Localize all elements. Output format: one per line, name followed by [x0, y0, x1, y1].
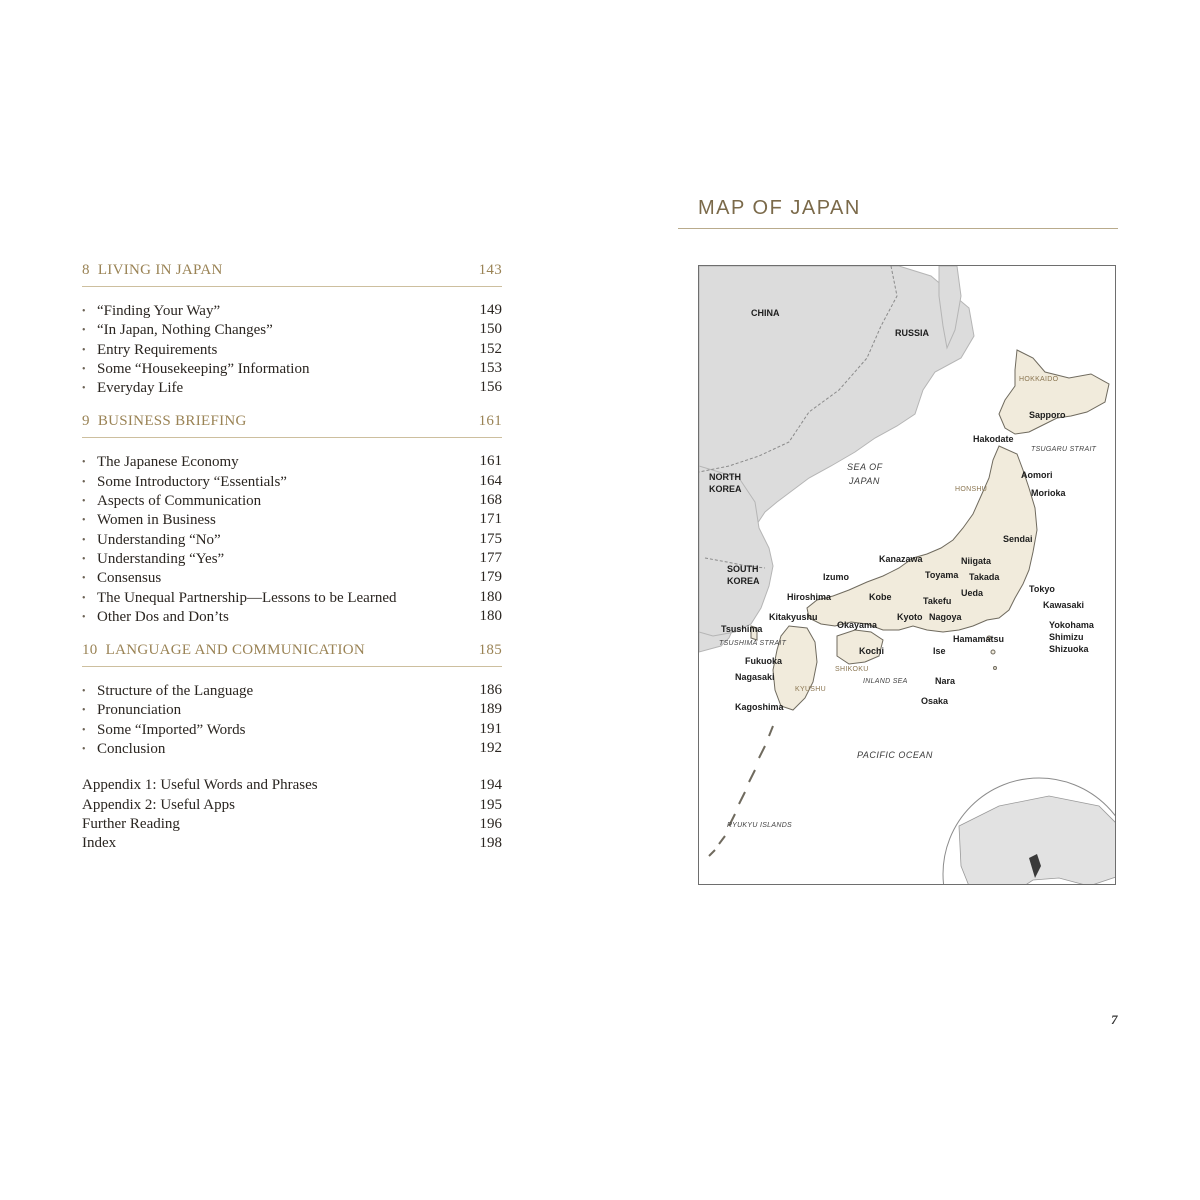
entry-page: 152: [479, 340, 502, 357]
bullet-icon: •: [82, 457, 86, 469]
city-aomori: Aomori: [1021, 470, 1053, 480]
entry-title: Women in Business: [97, 512, 216, 529]
section-page: 185: [478, 642, 502, 659]
bullet-icon: •: [82, 496, 86, 508]
entry-title: Further Reading: [82, 815, 180, 832]
city-shimizu: Shimizu: [1049, 632, 1084, 642]
section-title: LANGUAGE AND COMMUNICATION: [105, 642, 366, 659]
label-china: CHINA: [751, 308, 780, 318]
entry-title: The Unequal Partnership—Lessons to be Learned: [97, 589, 397, 606]
entry-title: Appendix 1: Useful Words and Phrases: [82, 777, 318, 794]
toc-section-heading: [82, 262, 502, 287]
city-toyama: Toyama: [925, 570, 959, 580]
toc-entry: [82, 452, 502, 471]
map-of-japan: [698, 265, 1116, 885]
city-sapporo: Sapporo: [1029, 410, 1066, 420]
entry-page: 153: [479, 359, 502, 376]
city-takada: Takada: [969, 572, 1000, 582]
city-kagoshima: Kagoshima: [735, 702, 784, 712]
entry-page: 177: [479, 549, 502, 566]
entry-page: 195: [479, 796, 502, 813]
city-kobe: Kobe: [869, 592, 892, 602]
entry-title: Some “Housekeeping” Information: [97, 360, 310, 377]
toc-entry: [82, 491, 502, 510]
city-tsushima: Tsushima: [721, 624, 763, 634]
label-russia: RUSSIA: [895, 328, 930, 338]
entry-title: Understanding “Yes”: [97, 550, 225, 567]
bullet-icon: •: [82, 534, 86, 546]
toc-entry: [82, 568, 502, 587]
city-niigata: Niigata: [961, 556, 992, 566]
bullet-icon: •: [82, 686, 86, 698]
toc-entry: [82, 776, 502, 795]
entry-title: “Finding Your Way”: [97, 303, 221, 319]
entry-title: Understanding “No”: [97, 531, 221, 548]
toc-entry: [82, 378, 502, 397]
entry-page: 180: [479, 607, 502, 624]
toc-entry: [82, 320, 502, 339]
city-takefu: Takefu: [923, 596, 952, 606]
toc-entry: [82, 510, 502, 529]
toc-entry: [82, 359, 502, 378]
label-shikoku: SHIKOKU: [835, 666, 869, 673]
section-title: BUSINESS BRIEFING: [97, 413, 247, 430]
toc-entry: [82, 739, 502, 758]
entry-title: Pronunciation: [97, 702, 182, 719]
city-kitakyushu: Kitakyushu: [769, 612, 818, 622]
toc-entry: [82, 549, 502, 568]
entry-page: 180: [479, 588, 502, 605]
bullet-icon: •: [82, 724, 86, 736]
bullet-icon: •: [82, 476, 86, 488]
city-nagoya: Nagoya: [929, 612, 962, 622]
hokkaido: [999, 350, 1109, 434]
toc-entry: [82, 700, 502, 719]
entry-page: 198: [479, 835, 502, 852]
toc-appendices: [82, 776, 502, 853]
entry-title: Everyday Life: [97, 380, 184, 397]
entry-page: 150: [479, 321, 502, 338]
bullet-icon: •: [82, 383, 86, 395]
label-hokkaido: HOKKAIDO: [1019, 376, 1059, 383]
entry-page: 168: [479, 492, 502, 509]
city-hiroshima: Hiroshima: [787, 592, 832, 602]
city-kochi: Kochi: [859, 646, 885, 656]
label-pacific-ocean: PACIFIC OCEAN: [857, 750, 933, 760]
label-sea-of-japan-1: SEA OF: [847, 462, 883, 472]
entry-title: “In Japan, Nothing Changes”: [97, 322, 273, 339]
section-number: 10: [82, 642, 98, 659]
entry-title: Aspects of Communication: [97, 493, 262, 510]
entry-page: 194: [479, 777, 502, 794]
city-osaka: Osaka: [921, 696, 949, 706]
label-tsushima-strait: TSUSHIMA STRAIT: [719, 640, 787, 647]
label-honshu: HONSHU: [955, 486, 988, 493]
bullet-icon: •: [82, 553, 86, 565]
toc-entry: [82, 340, 502, 359]
label-south-korea-1: SOUTH: [727, 564, 759, 574]
toc-section-8: [82, 262, 502, 397]
bullet-icon: •: [82, 306, 86, 317]
toc-section-9: [82, 413, 502, 626]
entry-page: 179: [479, 569, 502, 586]
city-ise: Ise: [933, 646, 946, 656]
bullet-icon: •: [82, 363, 86, 375]
entry-page: 171: [479, 511, 502, 528]
kyushu: [773, 626, 817, 710]
toc-entry: [82, 720, 502, 739]
city-ueda: Ueda: [961, 588, 984, 598]
section-number: 8: [82, 262, 90, 278]
city-sendai: Sendai: [1003, 534, 1033, 544]
toc-section-heading: [82, 642, 502, 667]
toc-entry: [82, 815, 502, 834]
entry-title: Conclusion: [97, 741, 166, 758]
label-north-korea-2: KOREA: [709, 484, 742, 494]
city-shizuoka: Shizuoka: [1049, 644, 1089, 654]
bullet-icon: •: [82, 344, 86, 356]
section-number: 9: [82, 413, 90, 430]
entry-page: 149: [479, 302, 502, 318]
city-tokyo: Tokyo: [1029, 584, 1055, 594]
entry-page: 196: [479, 815, 502, 832]
bullet-icon: •: [82, 611, 86, 623]
bullet-icon: •: [82, 705, 86, 717]
city-fukuoka: Fukuoka: [745, 656, 783, 666]
entry-page: 192: [479, 740, 502, 757]
toc-entry: [82, 796, 502, 815]
toc-entry: [82, 588, 502, 607]
label-inland-sea: INLAND SEA: [863, 678, 908, 685]
entry-title: Some Introductory “Essentials”: [97, 473, 287, 490]
toc-entry: [82, 472, 502, 491]
section-page: 143: [478, 262, 502, 278]
label-north-korea-1: NORTH: [709, 472, 741, 482]
bullet-icon: •: [82, 592, 86, 604]
label-ryukyu-islands: RYUKYU ISLANDS: [727, 822, 793, 829]
city-kawasaki: Kawasaki: [1043, 600, 1085, 610]
bullet-icon: •: [82, 573, 86, 585]
entry-page: 175: [479, 530, 502, 547]
entry-title: Appendix 2: Useful Apps: [82, 796, 235, 813]
label-sea-of-japan-2: JAPAN: [849, 476, 880, 486]
city-okayama: Okayama: [837, 620, 878, 630]
entry-page: 156: [479, 379, 502, 396]
label-kyushu: KYUSHU: [795, 686, 826, 693]
label-south-korea-2: KOREA: [727, 576, 760, 586]
entry-title: Index: [82, 835, 117, 852]
entry-page: 164: [479, 472, 502, 489]
entry-page: 189: [479, 701, 502, 718]
bullet-icon: •: [82, 325, 86, 337]
toc-entry: [82, 681, 502, 700]
section-title: LIVING IN JAPAN: [97, 262, 223, 278]
entry-title: Other Dos and Don’ts: [97, 608, 229, 625]
toc-section-10: [82, 642, 502, 758]
entry-page: 191: [479, 720, 502, 737]
entry-title: Consensus: [97, 570, 162, 587]
toc-entry: [82, 530, 502, 549]
map-title: MAP OF JAPAN: [698, 197, 861, 219]
city-nara: Nara: [935, 676, 956, 686]
city-hamamatsu: Hamamatsu: [953, 634, 1005, 644]
toc-entry: [82, 301, 502, 320]
section-page: 161: [478, 413, 502, 430]
city-yokohama: Yokohama: [1049, 620, 1094, 630]
entry-title: The Japanese Economy: [97, 454, 239, 471]
city-morioka: Morioka: [1031, 488, 1066, 498]
label-tsugaru-strait: TSUGARU STRAIT: [1031, 446, 1097, 453]
page-number: 7: [1111, 1012, 1118, 1027]
city-izumo: Izumo: [823, 572, 849, 582]
title-rule: [678, 228, 1118, 229]
entry-title: Some “Imported” Words: [97, 721, 246, 738]
toc-entry: [82, 607, 502, 626]
city-kyoto: Kyoto: [897, 612, 923, 622]
city-nagasaki: Nagasaki: [735, 672, 775, 682]
map-graphic: [699, 266, 1115, 884]
city-hakodate: Hakodate: [973, 434, 1014, 444]
bullet-icon: •: [82, 515, 86, 527]
ryukyu-islands: [709, 726, 773, 856]
entry-title: Entry Requirements: [97, 341, 218, 358]
table-of-contents: [82, 262, 502, 854]
toc-section-heading: [82, 413, 502, 438]
toc-entry: [82, 834, 502, 853]
city-kanazawa: Kanazawa: [879, 554, 923, 564]
entry-page: 161: [479, 453, 502, 470]
entry-title: Structure of the Language: [97, 683, 254, 700]
bullet-icon: •: [82, 744, 86, 756]
entry-page: 186: [479, 682, 502, 699]
